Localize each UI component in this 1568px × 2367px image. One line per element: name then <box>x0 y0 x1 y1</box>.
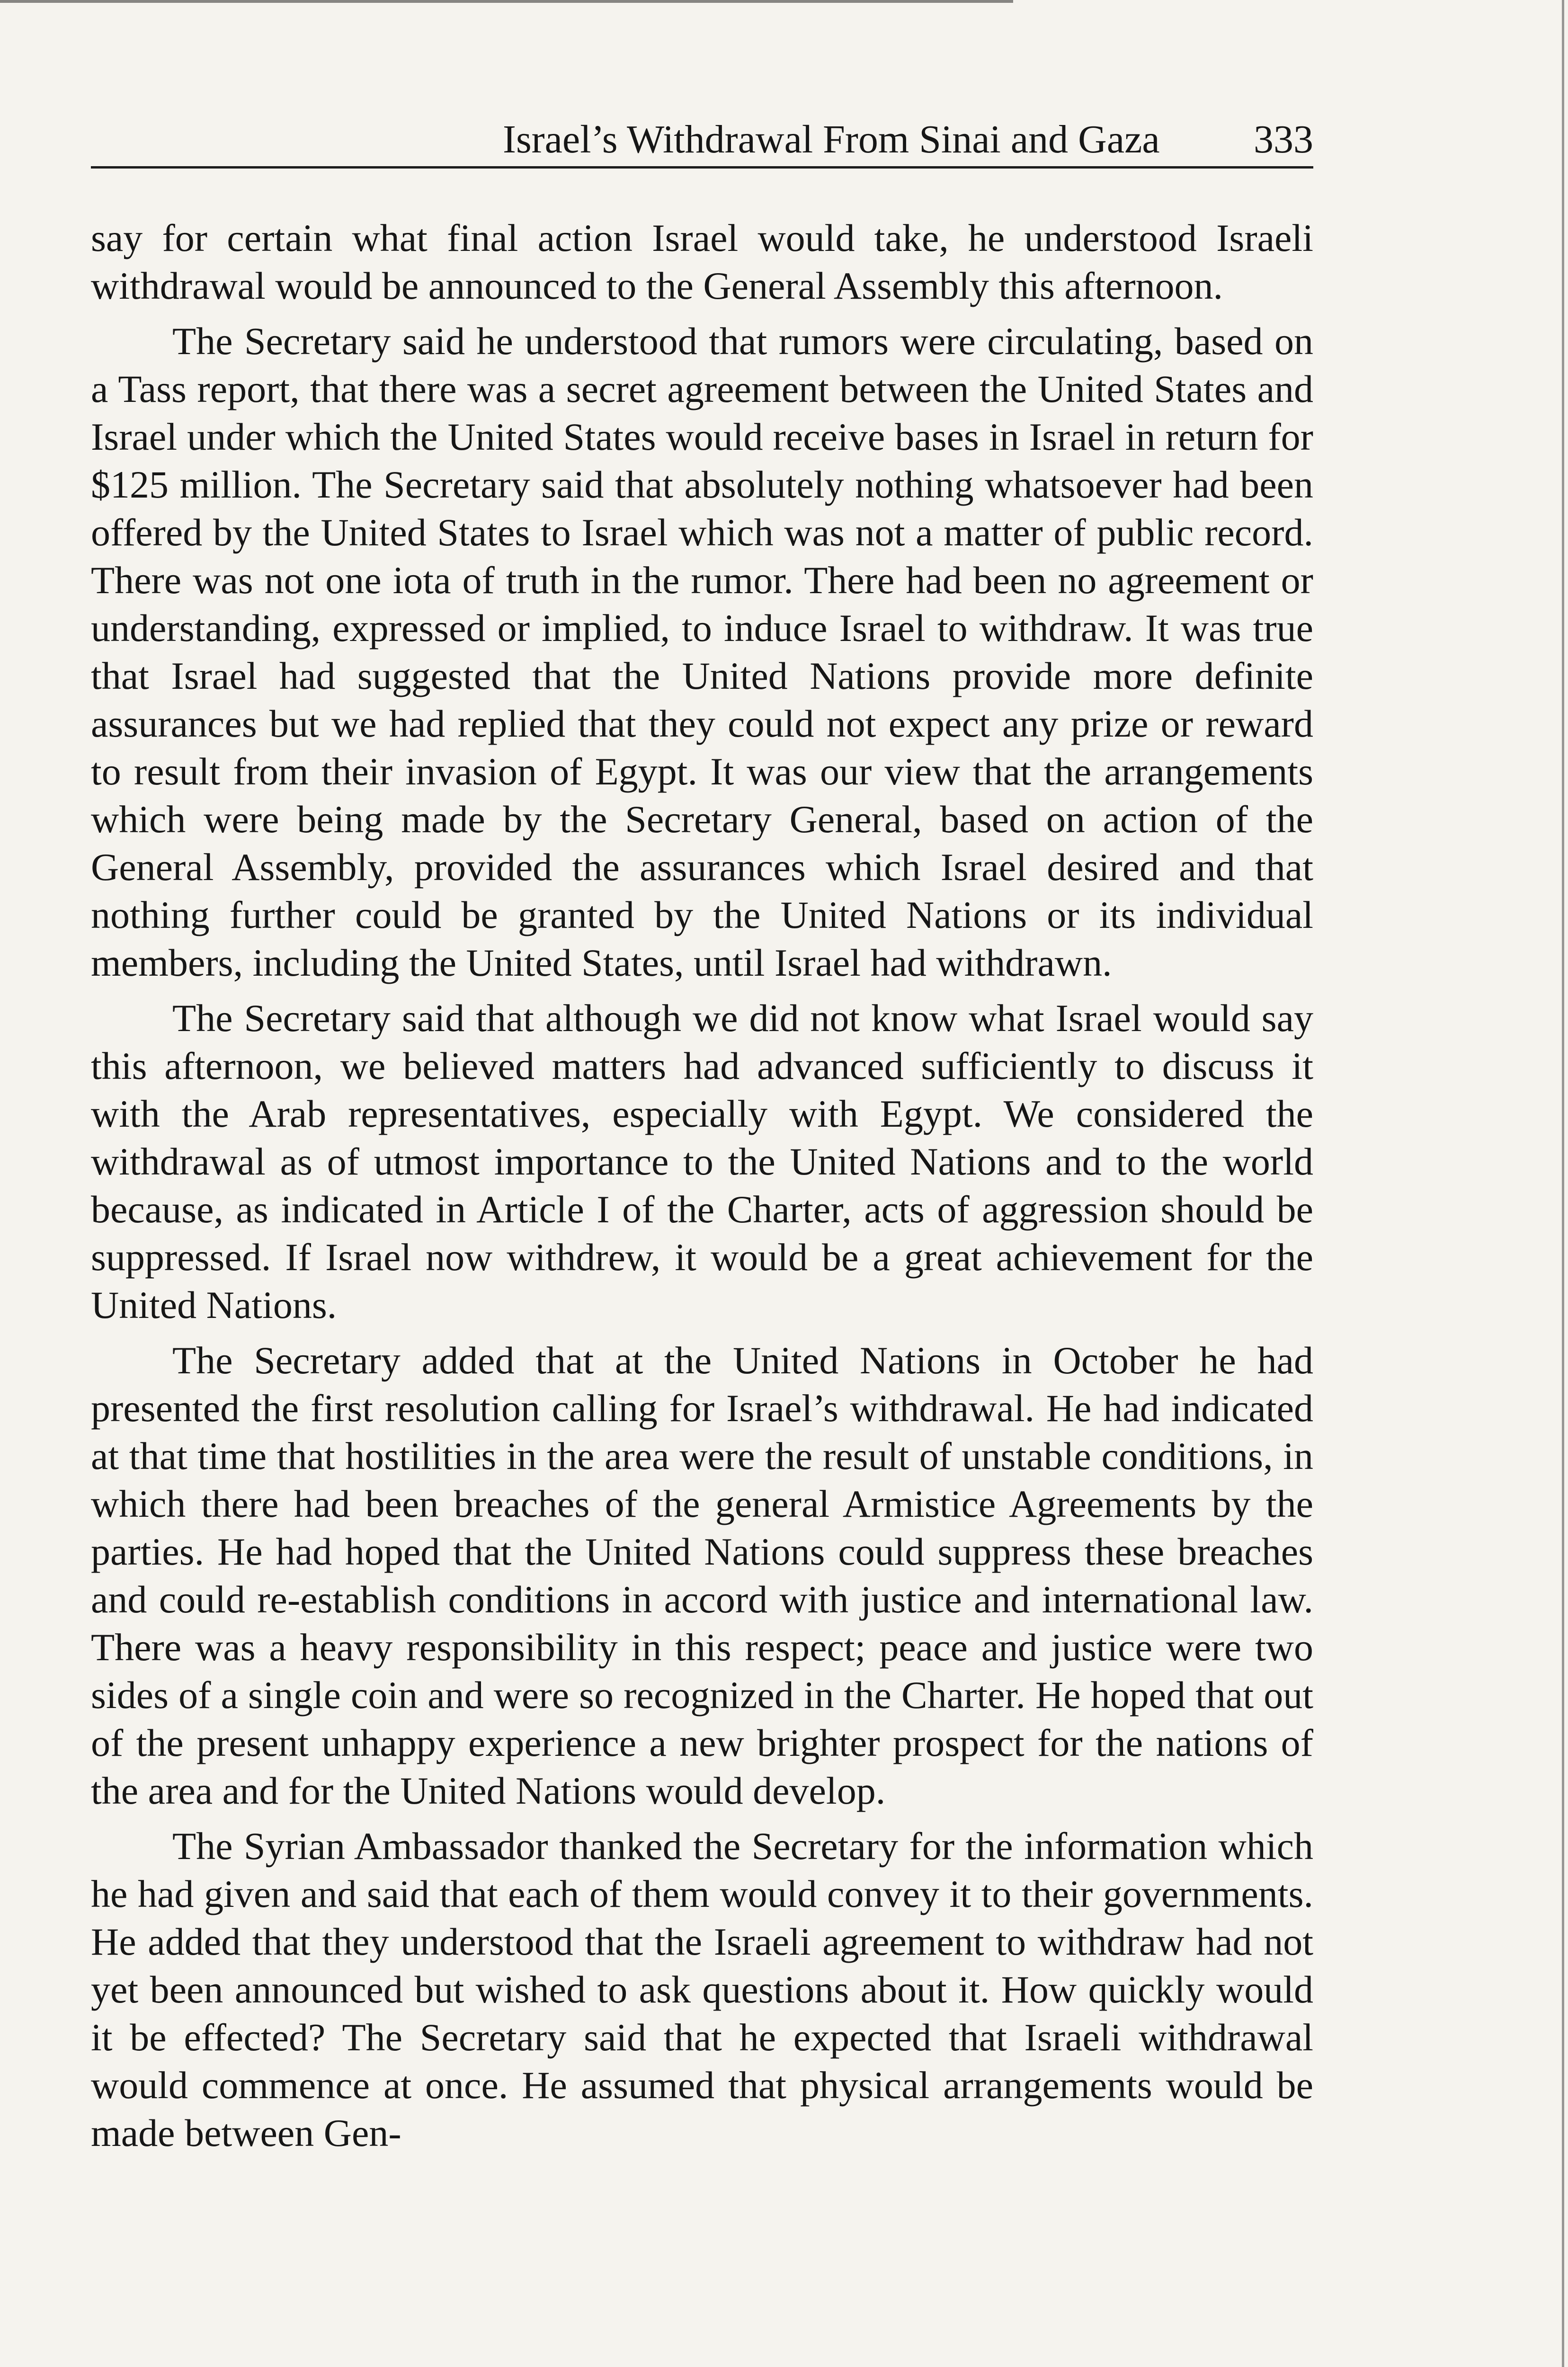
scan-top-edge <box>0 0 1013 3</box>
page-number: 333 <box>1254 117 1313 161</box>
running-head <box>91 116 1313 169</box>
paragraph: The Secretary said he understood that rumors were circulating, based on a Tass report, that there was a secret agreement between the United States and Israel under which the United States would receive bases in Israel in return for $125 million. The Secretary said that absolutely nothing whatsoever had been offered by the United States to Israel which was not a matter of public record. There was not one iota of truth in the rumor. There had been no agreement or understanding, expressed or implied, to induce Israel to withdraw. It was true that Israel had suggested that the United Nations provide more definite assurances but we had replied that they could not expect any prize or reward to result from their invasion of Egypt. It was our view that the arrangements which were being made by the Secretary General, based on action of the General Assembly, provided the assurances which Israel desired and that nothing further could be granted by the United Nations or its individual members, including the United States, until Israel had withdrawn. <box>91 320 1313 984</box>
body-text <box>91 214 1313 2164</box>
scan-right-edge <box>1562 0 1564 2367</box>
paragraph: The Secretary added that at the United Nations in October he had presented the first resolution calling for Israel’s withdrawal. He had indicated at that time that hostilities in the area were the result of unstable conditions, in which there had been breaches of the general Armistice Agreements by the parties. He had hoped that the United Nations could suppress these breaches and could re-establish conditions in accord with justice and international law. There was a heavy responsibility in this respect; peace and justice were two sides of a single coin and were so recognized in the Charter. He hoped that out of the present unhappy experience a new brighter prospect for the nations of the area and for the United Nations would develop. <box>91 1339 1313 1812</box>
paragraph: The Syrian Ambassador thanked the Secretary for the information which he had given and said that each of them would convey it to their governments. He added that they understood that the Israeli agreement to withdraw had not yet been announced but wished to ask questions about it. How quickly would it be effected? The Secretary said that he expected that Israeli withdrawal would commence at once. He assumed that physical arrangements would be made between Gen- <box>91 1824 1313 2154</box>
running-head-title: Israel’s Withdrawal From Sinai and Gaza <box>503 117 1160 161</box>
paragraph: The Secretary said that although we did not know what Israel would say this afternoon, we believed matters had advanced sufficiently to discuss it with the Arab representatives, especially with Egypt. We considered the withdrawal as of utmost importance to the United Nations and to the world because, as indicated in Article I of the Charter, acts of aggression should be suppressed. If Israel now withdrew, it would be a great achievement for the United Nations. <box>91 997 1313 1326</box>
paragraph-continued: say for certain what final action Israel would take, he understood Israeli withdrawal would be announced to the General Assembly this afternoon. <box>91 216 1313 307</box>
